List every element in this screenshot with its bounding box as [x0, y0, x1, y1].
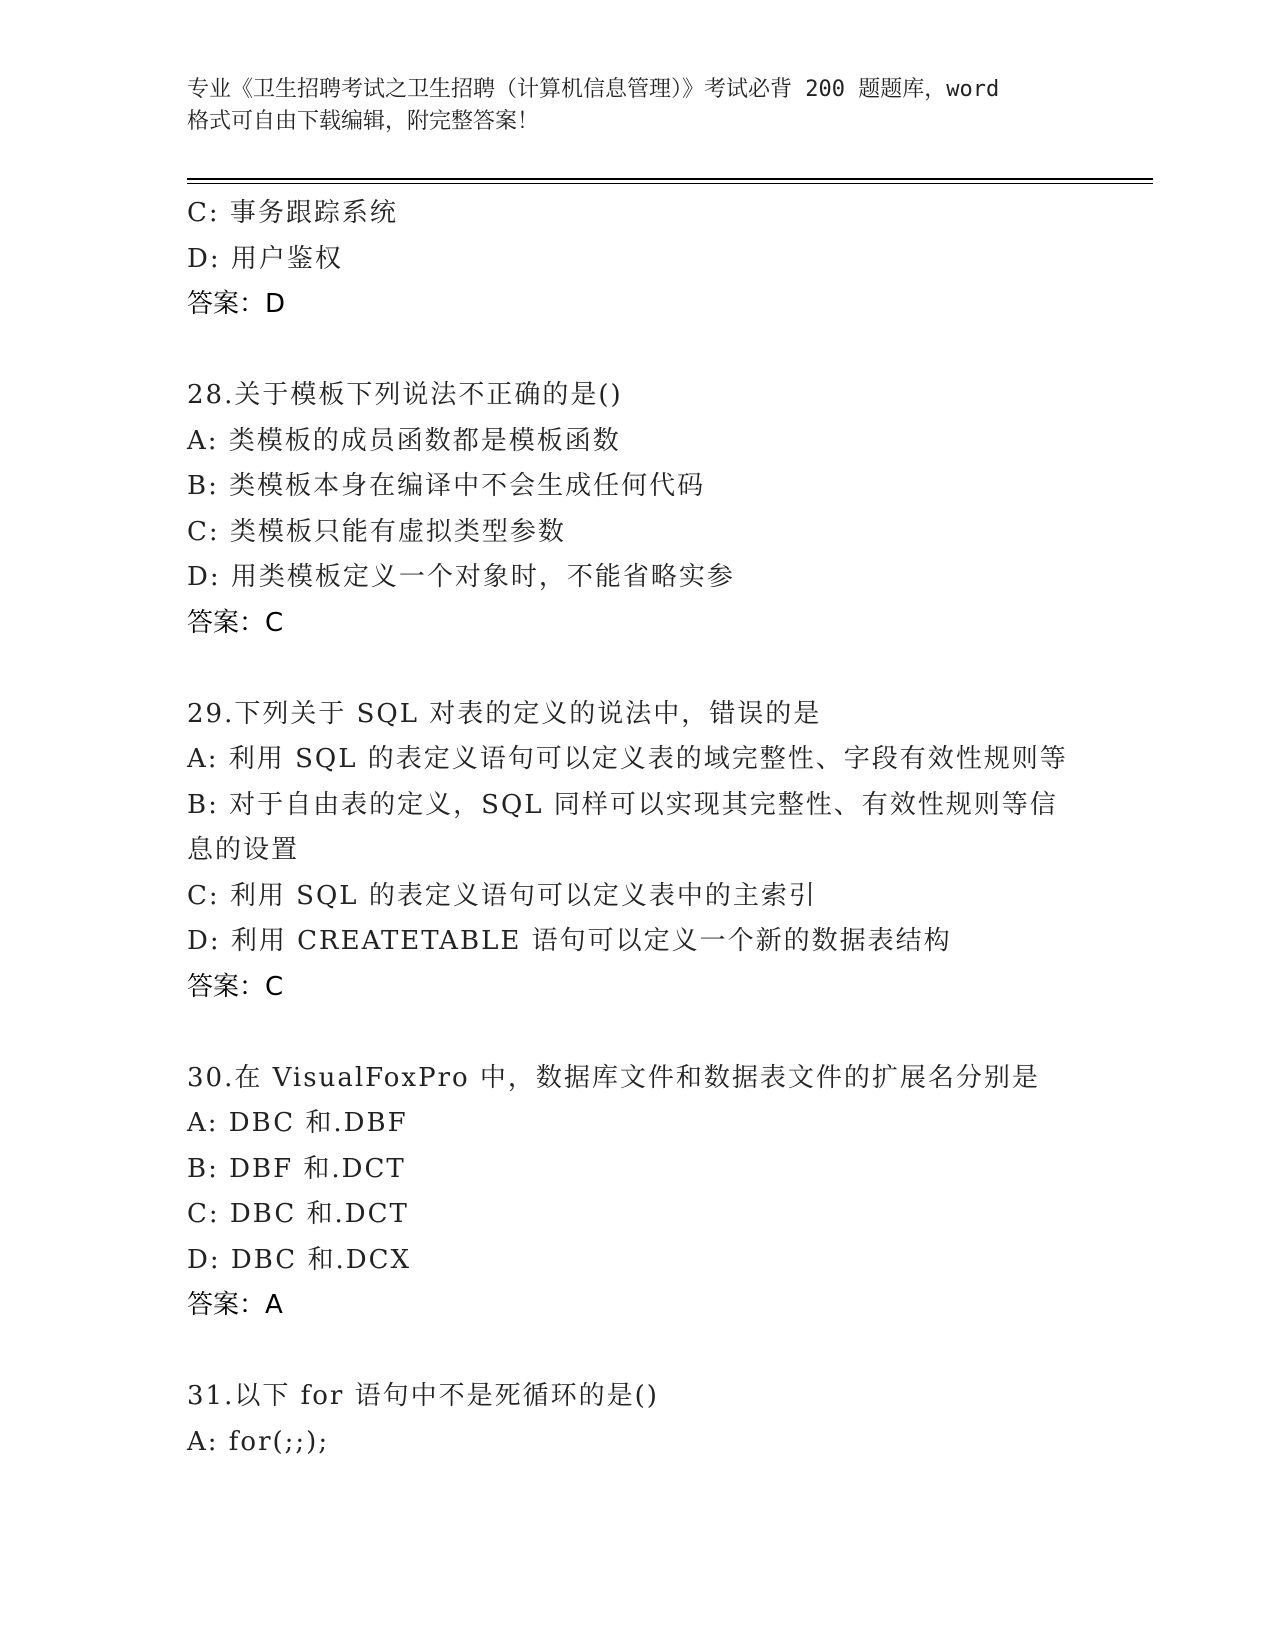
option-b: B: DBF 和.DCT [187, 1153, 406, 1184]
header-divider-thin [187, 183, 1153, 184]
answer-line: 答案：A [187, 1290, 283, 1320]
question-30 [187, 1056, 1087, 1329]
question-29 [187, 692, 1087, 1011]
option-d: D: DBC 和.DCX [187, 1244, 411, 1275]
question-text: 29.下列关于 SQL 对表的定义的说法中，错误的是 [187, 698, 822, 729]
option-a: A: for(;;); [187, 1426, 330, 1457]
option-c: C: 类模板只能有虚拟类型参数 [187, 516, 566, 547]
answer-line: 答案：C [187, 971, 284, 1002]
header-divider-thick [187, 178, 1153, 180]
document-body [187, 191, 1087, 1465]
option-a: A: 类模板的成员函数都是模板函数 [187, 425, 621, 456]
option-c: C: DBC 和.DCT [187, 1199, 409, 1229]
spacer [187, 328, 1087, 374]
option-d: D: 利用 CREATETABLE 语句可以定义一个新的数据表结构 [187, 926, 952, 956]
option-c: C: 事务跟踪系统 [187, 198, 398, 228]
option-a: A: 利用 SQL 的表定义语句可以定义表的域完整性、字段有效性规则等 [187, 744, 1068, 774]
option-d: D: 用类模板定义一个对象时，不能省略实参 [187, 562, 735, 592]
document-header [187, 74, 1087, 138]
question-31 [187, 1374, 1087, 1465]
option-b: B: 对于自由表的定义，SQL 同样可以实现其完整性、有效性规则等信 [187, 789, 1058, 820]
spacer [187, 1010, 1087, 1056]
question-text: 30.在 VisualFoxPro 中，数据库文件和数据表文件的扩展名分别是 [187, 1062, 1040, 1093]
header-title-line-2: 格式可自由下载编辑，附完整答案！ [187, 109, 540, 134]
question-text: 31.以下 for 语句中不是死循环的是() [187, 1381, 659, 1411]
spacer [187, 1329, 1087, 1375]
spacer [187, 646, 1087, 692]
question-27-fragment [187, 191, 1087, 328]
question-28 [187, 373, 1087, 646]
answer-line: 答案：D [187, 289, 286, 319]
option-b: B: 类模板本身在编译中不会生成任何代码 [187, 471, 706, 501]
answer-line: 答案：C [187, 607, 284, 638]
option-a: A: DBC 和.DBF [187, 1108, 408, 1138]
option-d: D: 用户鉴权 [187, 243, 343, 274]
question-text: 28.关于模板下列说法不正确的是() [187, 380, 623, 410]
header-title-line-1: 专业《卫生招聘考试之卫生招聘（计算机信息管理）》考试必背 200 题题库，word [187, 77, 1000, 102]
option-c: C: 利用 SQL 的表定义语句可以定义表中的主索引 [187, 880, 817, 911]
option-b-continuation: 息的设置 [187, 835, 300, 865]
